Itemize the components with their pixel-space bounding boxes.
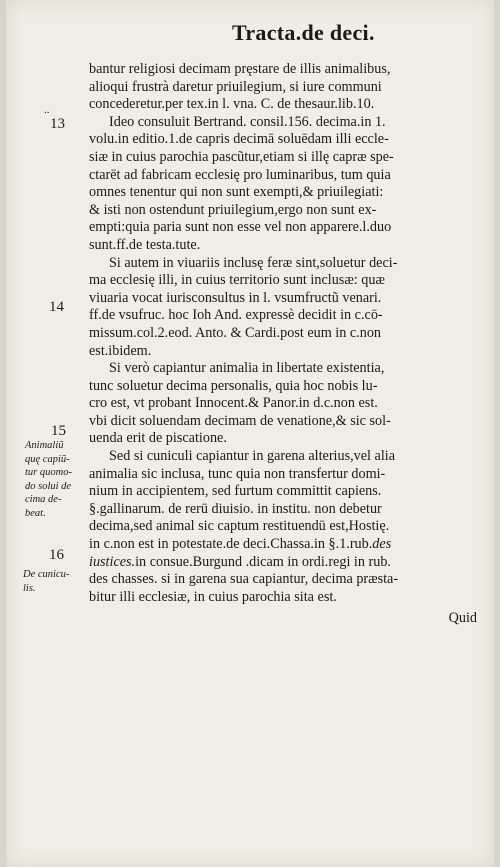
text-line — [89, 536, 489, 554]
text-line: concederetur.per tex.in l. vna. C. de thesaur.lib.10. — [89, 96, 375, 113]
margin-note-line: cima de- — [25, 494, 62, 505]
margin-note-line: De cunicu- — [23, 569, 70, 580]
text-line: des chasses. si in garena sua capiantur, decima præsta- — [89, 571, 399, 588]
text-line: empti:quia paria sunt non esse vel non apparere.l.duo — [89, 219, 392, 236]
text-line: decima,sed animal sic captum restituendū est,Hostię. — [89, 518, 390, 535]
text-span: in consue.Burgund .dicam in ordi.regi in rub. — [135, 553, 391, 570]
text-line: Si verò capiantur animalia in libertate existentia, — [109, 360, 385, 377]
book-page — [6, 0, 494, 867]
text-line: siæ in cuius parochia pascũtur,etiam si illę capræ spe- — [89, 148, 394, 165]
italic-text: des — [372, 536, 392, 553]
text-line — [89, 554, 489, 572]
text-line: sunt.ff.de testa.tute. — [89, 236, 201, 253]
margin-note-line: quę capiũ- — [25, 453, 70, 465]
text-line: tunc soluetur decima personalis, quia hoc nobis lu- — [89, 377, 378, 394]
text-line: viuaria vocat iurisconsultus in l. vsumfructũ venari. — [89, 289, 382, 306]
text-line: ma ecclesię illi, in cuius territorio sunt inclusæ: quæ — [89, 272, 385, 289]
margin-number-13: 13 — [50, 116, 65, 132]
margin-note-cuniculis — [23, 568, 93, 595]
text-line: volu.in editio.1.de capris decimā soluēdam illi eccle- — [89, 131, 389, 148]
text-line: missum.col.2.eod. Anto. & Cardi.post eum in c.non — [89, 324, 382, 341]
margin-number-16: 16 — [49, 547, 64, 563]
text-line: vbi dicit soluendam decimam de venatione,& sic sol- — [89, 412, 391, 429]
text-line: Si autem in viuariis inclusę feræ sint,soluetur deci- — [109, 254, 398, 271]
margin-number-14: 14 — [49, 299, 64, 315]
text-line: bitur illi ecclesiæ, in cuius parochia sita est. — [89, 588, 337, 605]
text-line: & isti non ostendunt priuilegium,ergo non sunt ex- — [89, 201, 377, 218]
italic-text: iustices. — [89, 553, 136, 570]
margin-note-line: Animaliũ — [25, 440, 64, 451]
margin-note-line: do solui de — [25, 480, 72, 492]
text-span: in c.non est in potestate.de deci.Chassa.in §.1.rub. — [89, 536, 373, 553]
text-line: cro est, vt probant Innocent.& Panor.in d.c.non est. — [89, 395, 378, 412]
margin-note-animalia — [25, 439, 95, 520]
text-line: animalia sic inclusa, tunc quia non transfertur domi- — [89, 465, 386, 482]
text-line: ff.de vsufruc. hoc Ioh And. expressè decidit in c.cō- — [89, 307, 383, 324]
text-line: ctarēt ad fabricam ecclesię pro luminaribus, tum quia — [89, 166, 391, 183]
page-title: Tracta.de deci. — [232, 20, 375, 45]
text-line: omnes tenentur qui non sunt exempti,& priuilegiati: — [89, 184, 384, 201]
text-line: Sed si cuniculi capiantur in garena alterius,vel alia — [109, 448, 396, 465]
margin-guide-mark: .. — [44, 104, 50, 116]
text-line: est.ibidem. — [89, 342, 152, 359]
text-line: alioqui frustrà daretur priuilegium, si iure communi — [89, 78, 382, 95]
text-line: bantur religiosi decimam pręstare de illis animalibus, — [89, 61, 391, 77]
margin-note-line: lis. — [23, 582, 36, 594]
margin-note-line: beat. — [25, 507, 46, 519]
text-line: Ideo consuluit Bertrand. consil.156. decima.in 1. — [109, 113, 386, 130]
margin-note-line: tur quomo- — [25, 467, 72, 478]
text-line: §.gallinarum. de rerū diuisio. in institu. non debetur — [89, 500, 382, 517]
catchword: Quid — [448, 610, 477, 627]
body-text — [89, 61, 489, 628]
text-line: uenda erit de piscatione. — [89, 430, 227, 447]
margin-number-15: 15 — [51, 423, 66, 439]
text-line: nium in accipientem, sed furtum committit capiens. — [89, 483, 382, 500]
